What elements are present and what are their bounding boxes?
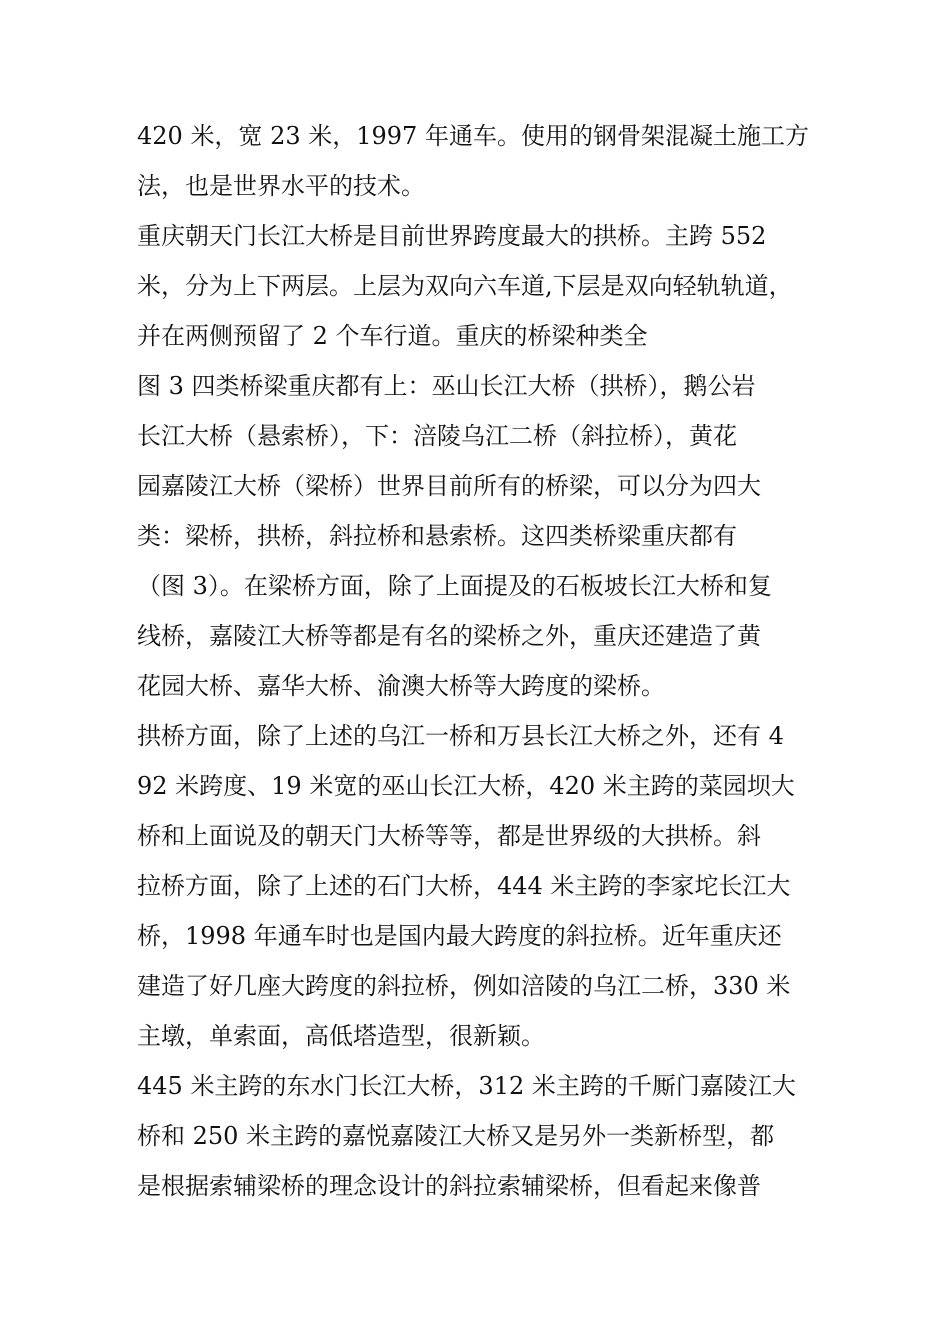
text-line: 拉桥方面，除了上述的石门大桥，444 米主跨的李家坨长江大	[137, 872, 791, 900]
paragraph-1	[137, 111, 827, 211]
text-line: 主墩，单索面，高低塔造型，很新颖。	[137, 1022, 545, 1050]
text-line: 法，也是世界水平的技术。	[137, 172, 425, 200]
text-line: 桥和上面说及的朝天门大桥等等，都是世界级的大拱桥。斜	[137, 822, 761, 850]
text-line: 园嘉陵江大桥（梁桥）世界目前所有的桥梁，可以分为四大	[137, 472, 761, 500]
text-line: 线桥，嘉陵江大桥等都是有名的梁桥之外，重庆还建造了黄	[137, 622, 761, 650]
text-line: 建造了好几座大跨度的斜拉桥，例如涪陵的乌江二桥，330 米	[137, 972, 791, 1000]
text-line: 445 米主跨的东水门长江大桥，312 米主跨的千厮门嘉陵江大	[137, 1072, 796, 1100]
text-line: 重庆朝天门长江大桥是目前世界跨度最大的拱桥。主跨 552	[137, 222, 767, 250]
text-line: 桥，1998 年通车时也是国内最大跨度的斜拉桥。近年重庆还	[137, 922, 782, 950]
text-line: 是根据索辅梁桥的理念设计的斜拉索辅梁桥，但看起来像普	[137, 1172, 761, 1200]
text-line: 花园大桥、嘉华大桥、渝澳大桥等大跨度的梁桥。	[137, 672, 665, 700]
text-line: 420 米，宽 23 米，1997 年通车。使用的钢骨架混凝土施工方	[137, 122, 809, 150]
text-line: （图 3）。在梁桥方面，除了上面提及的石板坡长江大桥和复	[137, 572, 772, 600]
text-line: 桥和 250 米主跨的嘉悦嘉陵江大桥又是另外一类新桥型，都	[137, 1122, 775, 1150]
paragraph-2	[137, 211, 827, 711]
text-line: 92 米跨度、19 米宽的巫山长江大桥，420 米主跨的菜园坝大	[137, 772, 795, 800]
text-line: 长江大桥（悬索桥），下：涪陵乌江二桥（斜拉桥），黄花	[137, 422, 737, 450]
text-line: 类：梁桥，拱桥，斜拉桥和悬索桥。这四类桥梁重庆都有	[137, 522, 737, 550]
text-line: 并在两侧预留了 2 个车行道。重庆的桥梁种类全	[137, 322, 648, 350]
text-line: 图 3 四类桥梁重庆都有上：巫山长江大桥（拱桥），鹅公岩	[137, 372, 756, 400]
text-line: 米，分为上下两层。上层为双向六车道,下层是双向轻轨轨道，	[137, 272, 793, 300]
paragraph-4	[137, 1061, 827, 1211]
document-body	[137, 111, 827, 1211]
text-line: 拱桥方面，除了上述的乌江一桥和万县长江大桥之外，还有 4	[137, 722, 784, 750]
paragraph-3	[137, 711, 827, 1061]
